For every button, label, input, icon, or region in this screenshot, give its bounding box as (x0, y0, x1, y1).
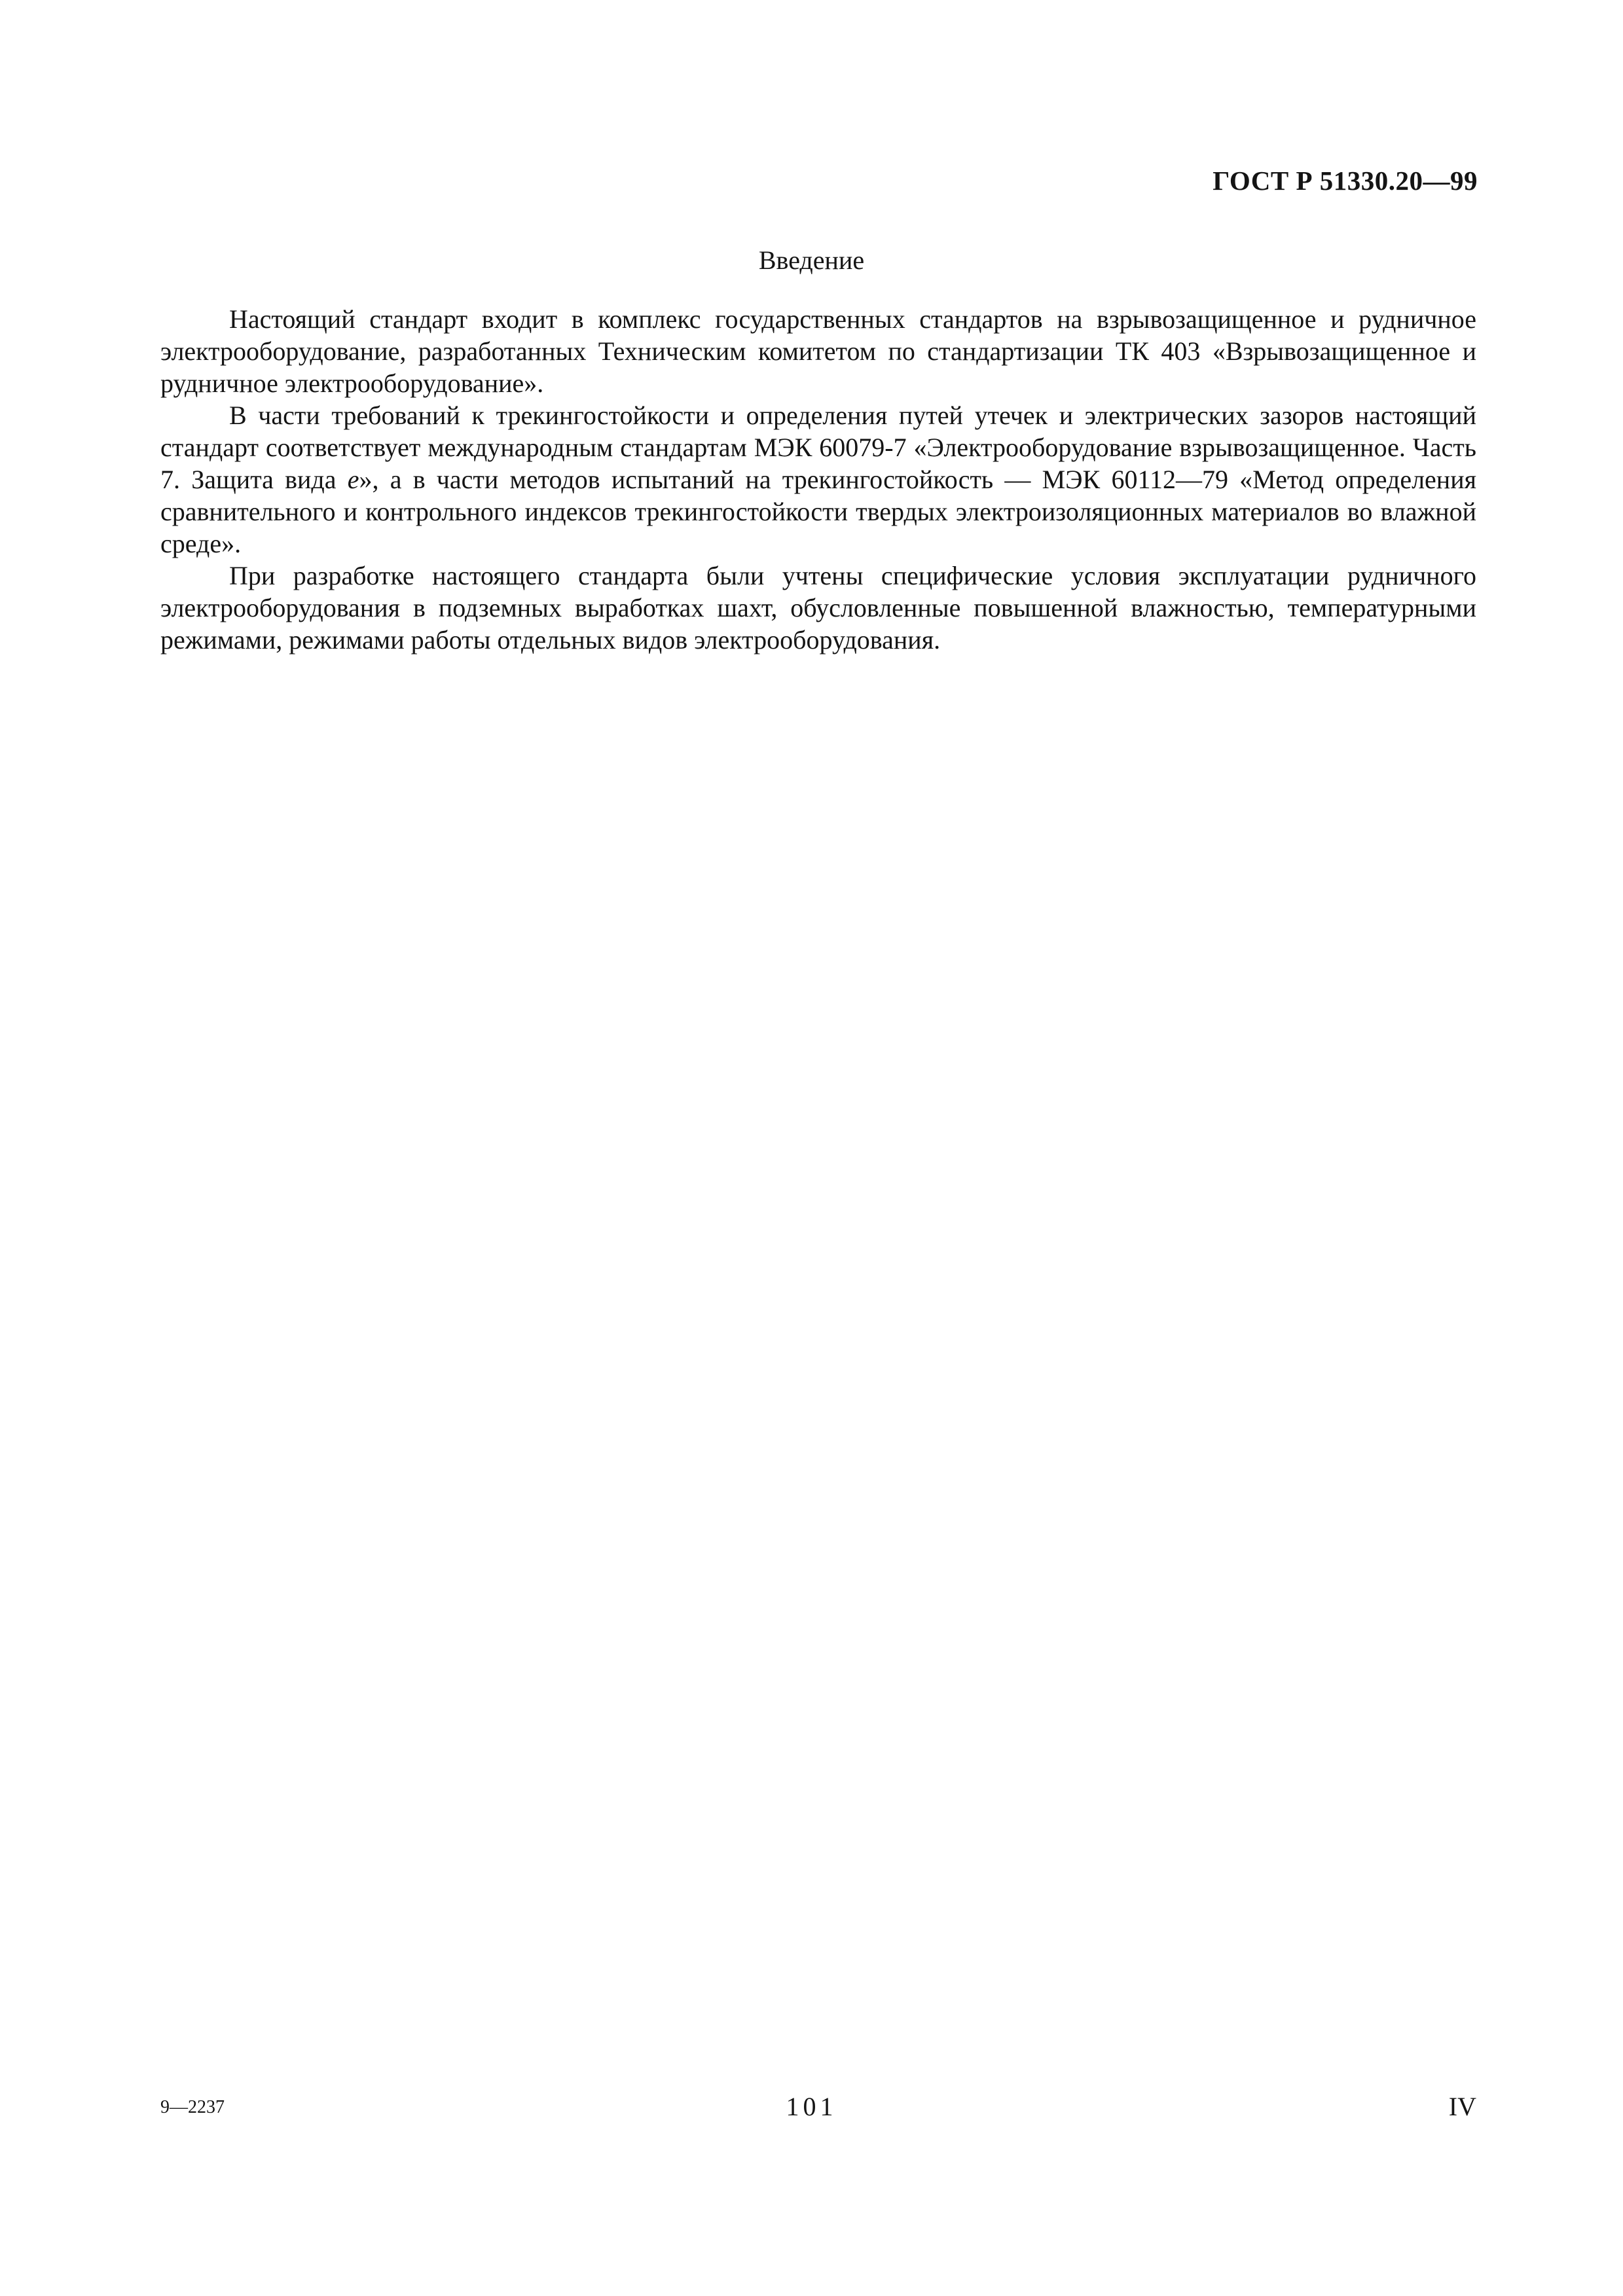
paragraph-1: Настоящий стандарт входит в комплекс государственных стандартов на взрывозащищенное и рудничное электрооборудование, разработанных Техническим комитетом по стандартизации ТК 403 «Взрывозащищенное и рудничное электрооборудование». (160, 304, 1476, 398)
protection-type-italic: е (347, 465, 359, 494)
footer-page-number: 101 (786, 2092, 837, 2121)
footer-print-code: 9—2237 (160, 2097, 225, 2117)
body-text (160, 303, 1476, 656)
paragraph-2 (160, 399, 1476, 560)
section-title: Введение (758, 245, 865, 275)
paragraph-2-text-after: », а в части методов испытаний на трекингостойкость — МЭК 60112—79 «Метод определения сравнительного и контрольного индексов трекингостойкости твердых электроизоляционных материалов во влажной среде». (160, 465, 1476, 558)
document-number: ГОСТ Р 51330.20—99 (1213, 166, 1478, 196)
paragraph-3: При разработке настоящего стандарта были учтены специфические условия эксплуатации рудничного электрооборудования в подземных выработках шахт, обусловленные повышенной влажностью, температурными режимами, режимами работы отдельных видов электрооборудования. (160, 561, 1476, 655)
footer-roman-page: IV (1448, 2092, 1476, 2121)
paragraph-2-text-before: В части требований к трекингостойкости и определения путей утечек и электрических зазоров настоящий стандарт соответствует международным стандартам МЭК 60079-7 «Электрооборудование взрывозащищенное. Часть 7. Защита вида (160, 401, 1476, 494)
